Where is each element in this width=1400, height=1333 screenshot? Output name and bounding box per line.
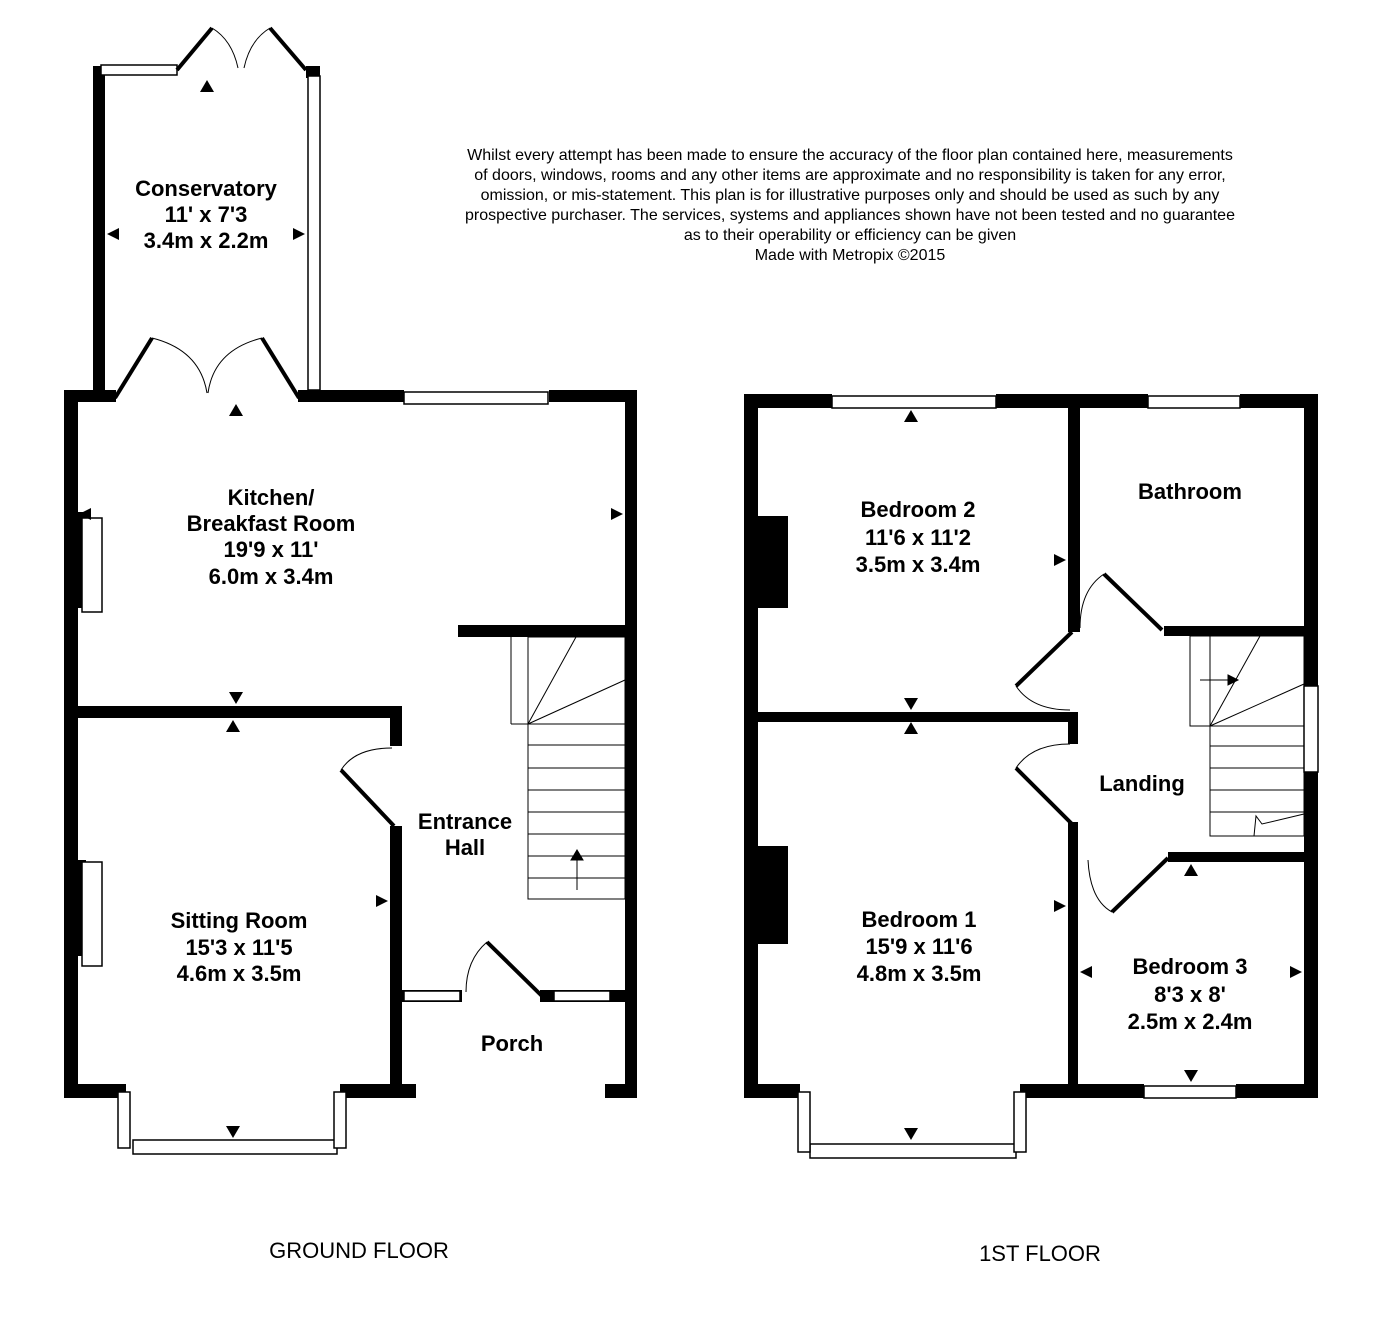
kitchen-metric: 6.0m x 3.4m — [208, 564, 334, 589]
first-floor — [744, 394, 1318, 1266]
disclaimer-credit: Made with Metropix ©2015 — [754, 247, 946, 264]
ground-floor-doors — [341, 748, 544, 998]
kitchen-imperial: 19'9 x 11' — [223, 537, 319, 562]
bedroom3-name: Bedroom 3 — [1132, 954, 1248, 979]
first-floor-doors — [1016, 574, 1168, 912]
bedroom2-name: Bedroom 2 — [860, 497, 976, 522]
entrance-hall-name-line2: Hall — [444, 835, 486, 860]
bedroom1-metric: 4.8m x 3.5m — [856, 961, 982, 986]
disclaimer-line: prospective purchaser. The services, systems and appliances shown have not been tested and no guarantee — [465, 207, 1235, 224]
ground-floor-walls — [64, 390, 637, 1098]
kitchen-name-line1: Kitchen/ — [227, 485, 315, 510]
conservatory-imperial: 11' x 7'3 — [164, 202, 248, 227]
ground-floor-stairs — [511, 637, 625, 899]
ground-floor — [64, 28, 637, 1263]
sitting-room-imperial: 15'3 x 11'5 — [185, 935, 293, 960]
entrance-hall-name-line1: Entrance — [417, 809, 513, 834]
bedroom1-imperial: 15'9 x 11'6 — [865, 934, 973, 959]
bedroom3-imperial: 8'3 x 8' — [1154, 982, 1226, 1007]
bedroom1-name: Bedroom 1 — [861, 907, 977, 932]
bedroom3-metric: 2.5m x 2.4m — [1127, 1009, 1253, 1034]
bedroom2-metric: 3.5m x 3.4m — [855, 552, 981, 577]
kitchen-name-line2: Breakfast Room — [186, 511, 356, 536]
ground-floor-label: GROUND FLOOR — [269, 1238, 449, 1263]
sitting-room-name: Sitting Room — [170, 908, 308, 933]
kitchen-french-doors — [115, 338, 299, 398]
first-floor-stairs — [1190, 636, 1304, 836]
disclaimer-line: of doors, windows, rooms and any other items are approximate and no responsibility is taken for any error, — [474, 167, 1226, 184]
landing-name: Landing — [1099, 771, 1185, 796]
disclaimer-line: as to their operability or efficiency can be given — [683, 227, 1017, 244]
conservatory-name: Conservatory — [135, 176, 277, 201]
conservatory-metric: 3.4m x 2.2m — [143, 228, 269, 253]
disclaimer-line: omission, or mis-statement. This plan is for illustrative purposes only and should be used as such by any — [480, 187, 1220, 204]
conservatory-french-doors — [177, 28, 306, 70]
disclaimer-line: Whilst every attempt has been made to ensure the accuracy of the floor plan contained here, measurements — [467, 147, 1233, 164]
bedroom2-imperial: 11'6 x 11'2 — [865, 525, 971, 550]
porch-name: Porch — [480, 1031, 544, 1056]
first-floor-label: 1ST FLOOR — [979, 1241, 1101, 1266]
bathroom-name: Bathroom — [1138, 479, 1242, 504]
sitting-room-metric: 4.6m x 3.5m — [176, 961, 302, 986]
